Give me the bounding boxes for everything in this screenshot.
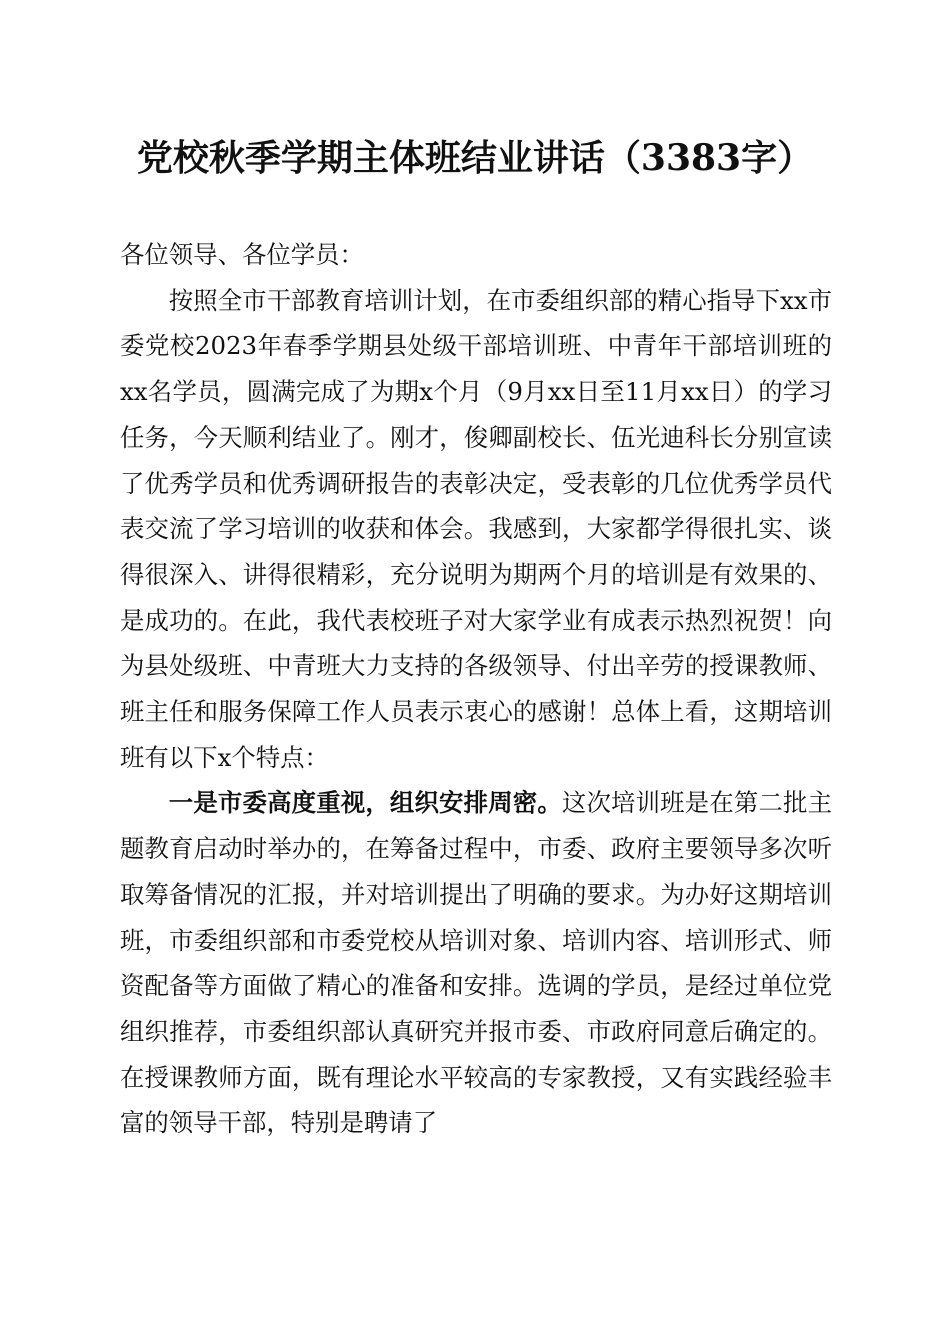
salutation: 各位领导、各位学员： <box>120 240 364 269</box>
paragraph-2 <box>120 780 832 1146</box>
document-title: 党校秋季学期主体班结业讲话（3383字） <box>136 137 814 179</box>
paragraph-1: 按照全市干部教育培训计划，在市委组织部的精心指导下xx市委党校2023年春季学期县处级干部培训班、中青年干部培训班的xx名学员，圆满完成了为期x个月（9月xx日至11月xx日）的学习任务，今天顺利结业了。刚才，俊卿副校长、伍光迪科长分别宣读了优秀学员和优秀调研报告的表彰决定，受表彰的几位优秀学员代表交流了学习培训的收获和体会。我感到，大家都学得很扎实、谈得很深入、讲得很精彩，充分说明为期两个月的培训是有效果的、是成功的。在此，我代表校班子对大家学业有成表示热烈祝贺！向为县处级班、中青班大力支持的各级领导、付出辛劳的授课教师、班主任和服务保障工作人员表示衷心的感谢！总体上看，这期培训班有以下x个特点： <box>120 285 832 772</box>
paragraph-2-body: 这次培训班是在第二批主题教育启动时举办的，在筹备过程中，市委、政府主要领导多次听取筹备情况的汇报，并对培训提出了明确的要求。为办好这期培训班，市委组织部和市委党校从培训对象、培训内容、培训形式、师资配备等方面做了精心的准备和安排。选调的学员，是经过单位党组织推荐，市委组织部认真研究并报市委、市政府同意后确定的。在授课教师方面，既有理论水平较高的专家教授，又有实践经验丰富的领导干部，特别是聘请了 <box>120 788 832 1138</box>
paragraph-2-lead: 一是市委高度重视，组织安排周密。 <box>168 788 562 818</box>
document-body <box>120 232 832 1146</box>
